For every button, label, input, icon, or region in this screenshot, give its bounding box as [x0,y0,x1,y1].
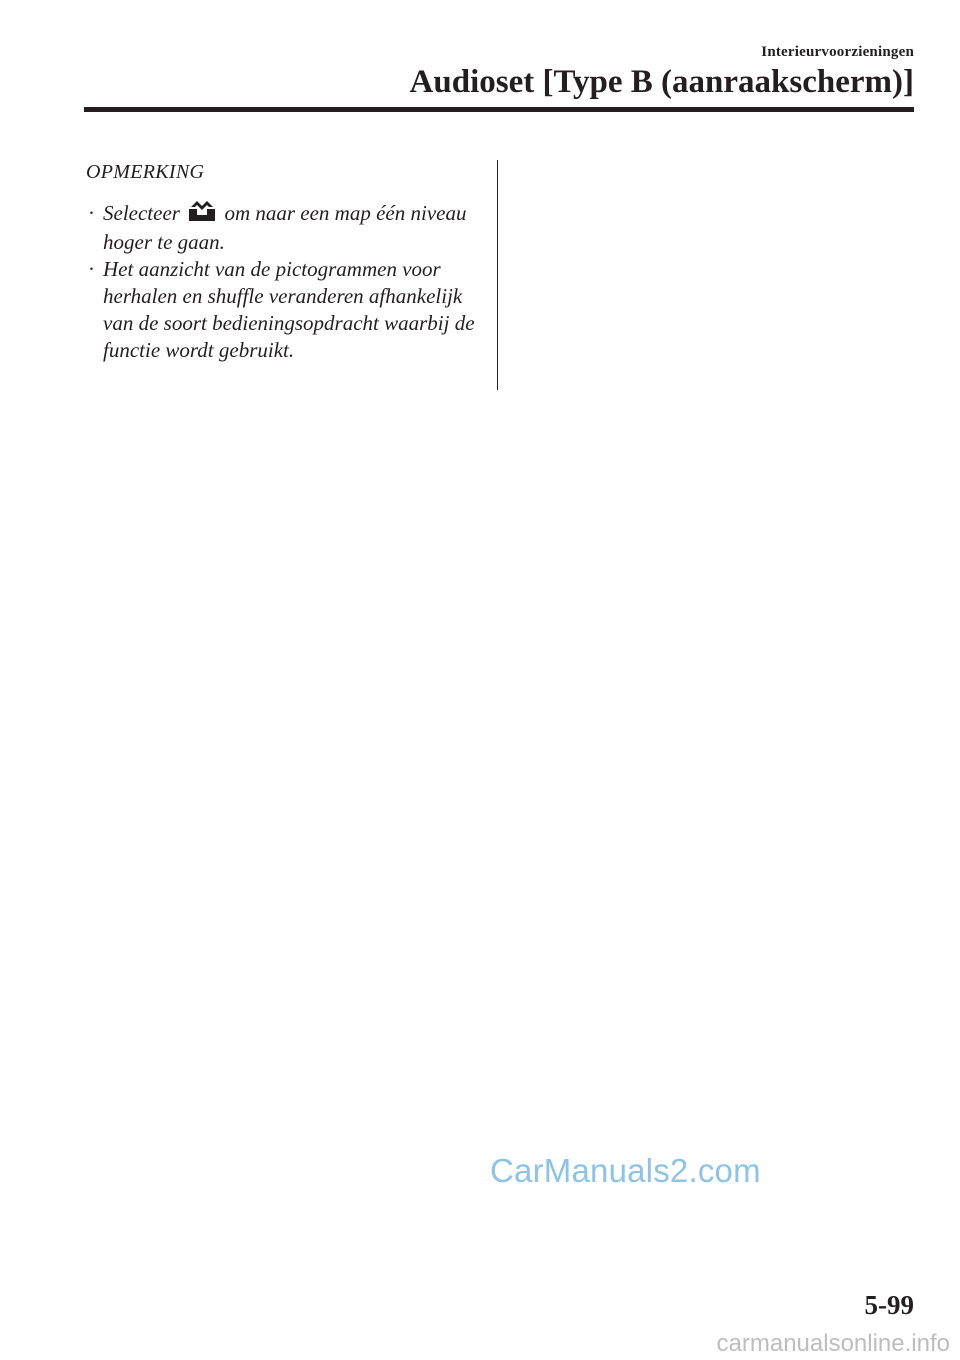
note-item [86,200,486,256]
note-text: Selecteer [103,201,186,225]
section-label: Interieurvoorzieningen [761,44,914,60]
source-footer: carmanualsonline.info [716,1330,950,1357]
column-divider [497,160,498,390]
header-rule [84,107,914,112]
page-number: 5-99 [864,1290,914,1320]
note-heading: OPMERKING [86,161,205,183]
bullet: · [88,201,95,225]
bullet: · [88,257,95,281]
note-item [86,256,486,364]
watermark: CarManuals2.com [490,1152,761,1189]
folder-up-icon [187,200,217,229]
chapter-title: Audioset [Type B (aanraakscherm)] [409,64,914,100]
note-text: om naar een map één niveau hoger te gaan. [103,201,467,254]
note-text: Het aanzicht van de pictogrammen voor herhalen en shuffle veranderen afhankelijk van de soort bedieningsopdracht waarbij de functie wordt gebruikt. [103,257,475,362]
note-list [86,200,486,364]
